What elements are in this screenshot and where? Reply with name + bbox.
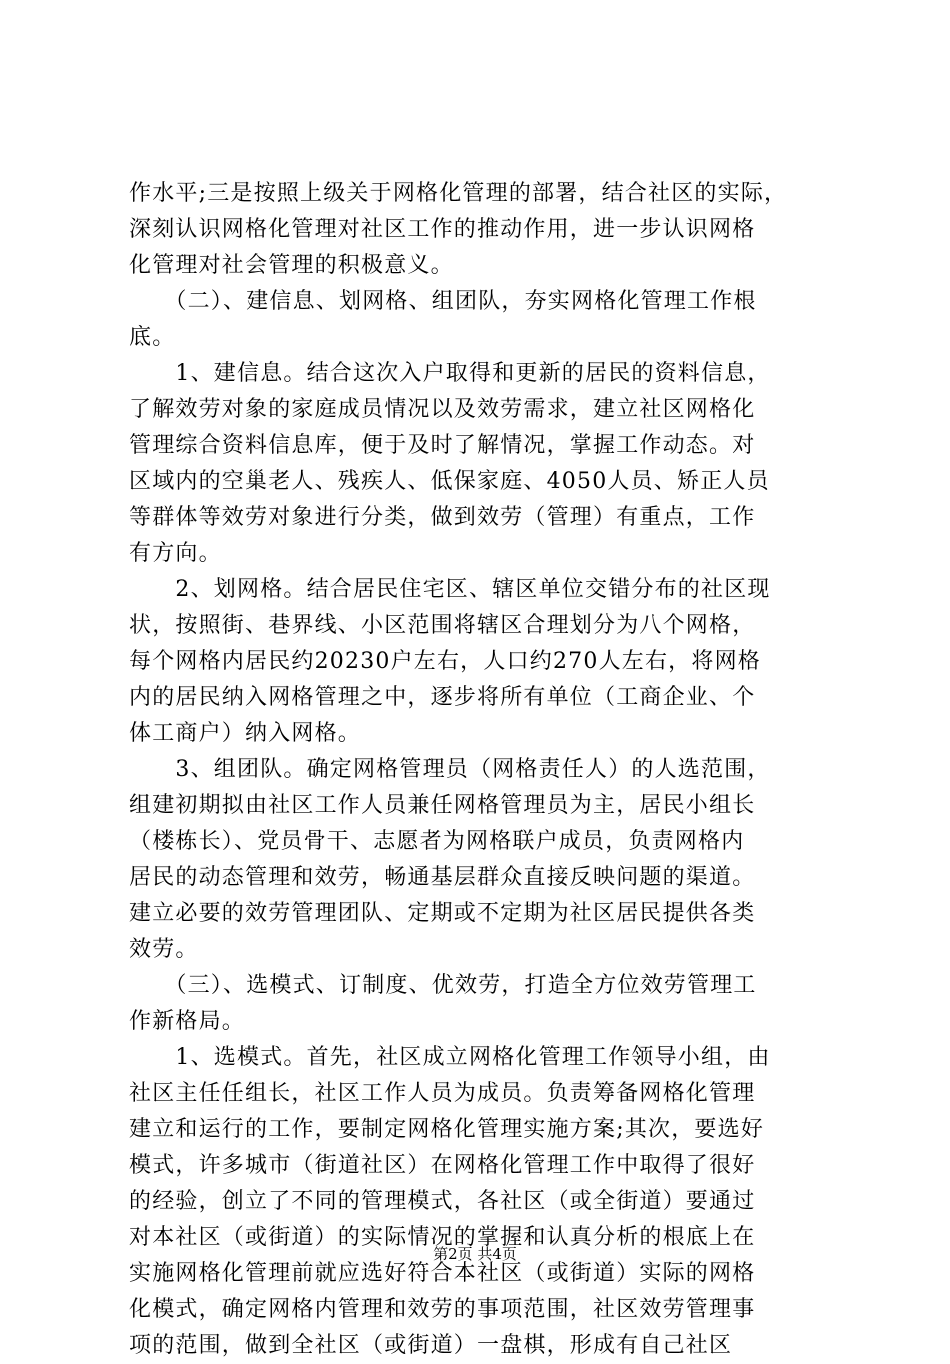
text-line: 了解效劳对象的家庭成员情况以及效劳需求，建立社区网格化 — [129, 397, 756, 422]
text-line: 管理综合资料信息库，便于及时了解情况，掌握工作动态。对 — [129, 433, 756, 458]
page-footer: 第2页 共4页 — [433, 1245, 517, 1263]
text-line: 作水平;三是按照上级关于网格化管理的部署，结合社区的实际， — [129, 181, 788, 206]
text-line: 模式，许多城市（街道社区）在网格化管理工作中取得了很好 — [129, 1153, 756, 1178]
text-line: 体工商户）纳入网格。 — [129, 721, 362, 746]
text-line: 对本社区（或街道）的实际情况的掌握和认真分析的根底上在 — [129, 1225, 756, 1250]
text-line: 底。 — [129, 325, 176, 350]
text-line: 效劳。 — [129, 937, 199, 962]
text-line: 每个网格内居民约20230户左右，人口约270人左右，将网格 — [129, 649, 761, 674]
text-line: 状，按照街、巷界线、小区范围将辖区合理划分为八个网格， — [129, 613, 756, 638]
text-line: 建立和运行的工作，要制定网格化管理实施方案;其次，要选好 — [129, 1117, 765, 1142]
text-line: 深刻认识网格化管理对社区工作的推动作用，进一步认识网格 — [129, 217, 756, 242]
text-line: 化模式，确定网格内管理和效劳的事项范围，社区效劳管理事 — [129, 1297, 756, 1322]
document-body — [129, 176, 829, 1364]
text-line: 项的范围，做到全社区（或街道）一盘棋，形成有自己社区 — [129, 1333, 733, 1358]
text-line: 内的居民纳入网格管理之中，逐步将所有单位（工商企业、个 — [129, 685, 756, 710]
text-line: 社区主任任组长，社区工作人员为成员。负责筹备网格化管理 — [129, 1081, 756, 1106]
text-line: 实施网格化管理前就应选好符合本社区（或街道）实际的网格 — [129, 1261, 756, 1286]
text-line: 等群体等效劳对象进行分类，做到效劳（管理）有重点，工作 — [129, 505, 756, 530]
text-line: 建立必要的效劳管理团队、定期或不定期为社区居民提供各类 — [129, 901, 756, 926]
text-line: 区域内的空巢老人、残疾人、低保家庭、4050人员、矫正人员 — [129, 469, 770, 494]
text-line: 居民的动态管理和效劳，畅通基层群众直接反映问题的渠道。 — [129, 865, 756, 890]
text-line: 组建初期拟由社区工作人员兼任网格管理员为主，居民小组长 — [129, 793, 756, 818]
text-line: 1、建信息。结合这次入户取得和更新的居民的资料信息， — [129, 361, 771, 386]
text-line: （三）、选模式、订制度、优效劳，打造全方位效劳管理工 — [129, 973, 757, 998]
text-line: 有方向。 — [129, 541, 222, 566]
text-line: 的经验，创立了不同的管理模式，各社区（或全街道）要通过 — [129, 1189, 756, 1214]
text-line: 2、划网格。结合居民住宅区、辖区单位交错分布的社区现 — [129, 577, 771, 602]
text-line: 化管理对社会管理的积极意义。 — [129, 253, 454, 278]
text-line: 3、组团队。确定网格管理员（网格责任人）的人选范围， — [129, 757, 771, 782]
text-line: 1、选模式。首先，社区成立网格化管理工作领导小组，由 — [129, 1045, 771, 1070]
text-line: （二）、建信息、划网格、组团队，夯实网格化管理工作根 — [129, 289, 757, 314]
text-line: 作新格局。 — [129, 1009, 246, 1034]
text-line: （楼栋长）、党员骨干、志愿者为网格联户成员，负责网格内 — [129, 829, 745, 854]
